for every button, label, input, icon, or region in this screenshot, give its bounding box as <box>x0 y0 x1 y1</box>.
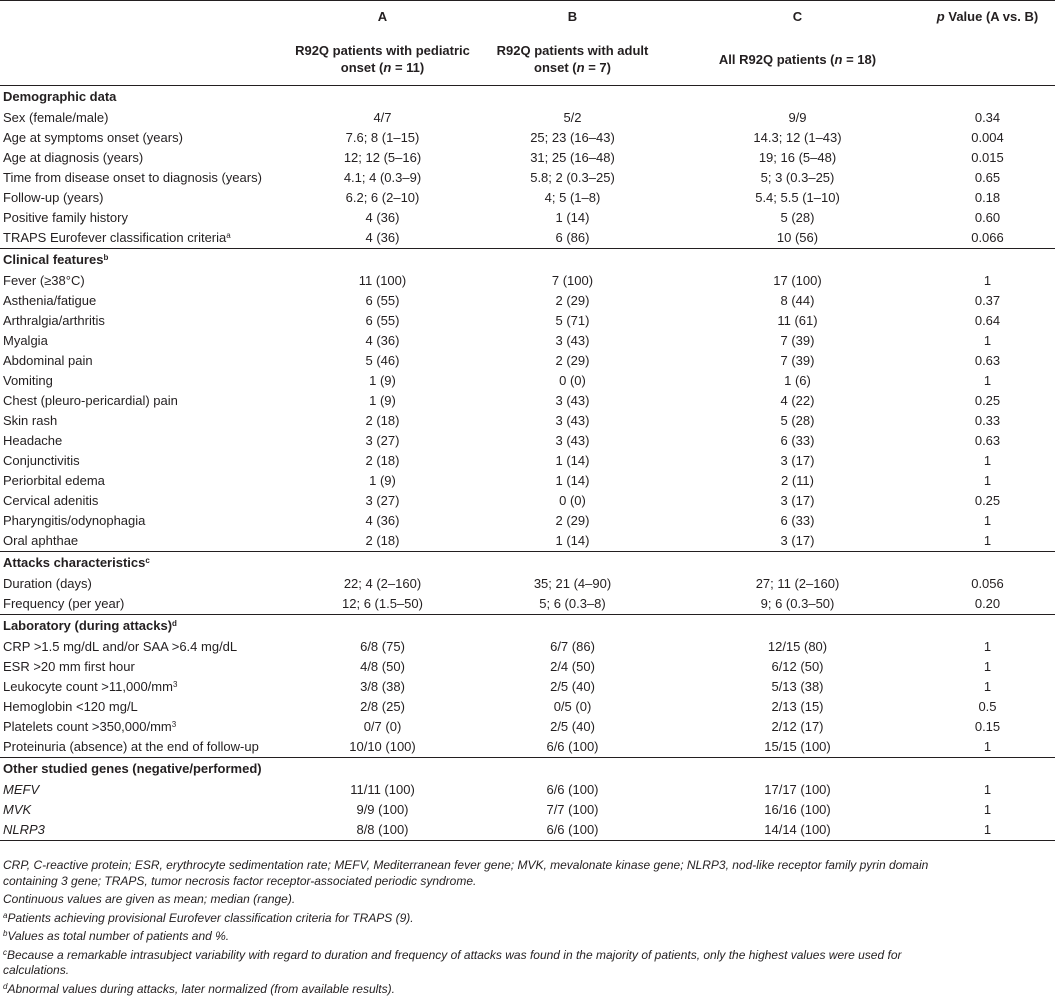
row-label: Pharyngitis/odynophagia <box>3 513 146 528</box>
table-row <box>0 491 1055 511</box>
cell-c: 1 (6) <box>784 373 811 388</box>
section-title <box>0 615 1055 638</box>
cell-b: 2/5 (40) <box>550 719 595 734</box>
cell-a: 2/8 (25) <box>360 699 405 714</box>
cell-b: 5.8; 2 (0.3–25) <box>530 170 615 185</box>
row-label: Duration (days) <box>3 576 92 591</box>
footnote-continuous: Continuous values are given as mean; median (range). <box>3 892 296 906</box>
table-row <box>0 291 1055 311</box>
table-row <box>0 371 1055 391</box>
cell-c: 27; 11 (2–160) <box>755 576 840 591</box>
row-label <box>0 228 295 249</box>
table-row <box>0 228 1055 249</box>
header-row-letters <box>0 1 1055 33</box>
table-row <box>0 431 1055 451</box>
cell-a: 11/11 (100) <box>350 782 415 797</box>
section-title-text: Attacks characteristics <box>3 555 146 570</box>
cell-a: 9/9 (100) <box>356 802 409 817</box>
cell-c: 3 (17) <box>780 493 815 508</box>
cell-p: 1 <box>983 659 992 674</box>
cell-c: 14.3; 12 (1–43) <box>753 130 842 145</box>
footnote-marker: c <box>145 556 150 565</box>
row-label: NLRP3 <box>0 820 295 841</box>
cell-p: 1 <box>983 273 992 288</box>
table-row <box>0 697 1055 717</box>
table-row <box>0 737 1055 758</box>
cell-c: 3 (17) <box>780 533 815 548</box>
table-row <box>0 574 1055 594</box>
row-label-text: Leukocyte count >11,000/mm <box>3 679 173 694</box>
table-row <box>0 391 1055 411</box>
cell-p: 0.25 <box>974 393 1001 408</box>
footnote-abbrev-line2: containing 3 gene; TRAPS, tumor necrosis factor receptor-associated periodic syndrome. <box>3 873 477 888</box>
table-row <box>0 271 1055 291</box>
table-row <box>0 717 1055 737</box>
footnote-text-cont: calculations. <box>3 963 70 977</box>
cell-a: 8/8 (100) <box>295 820 470 841</box>
cell-b: 5; 6 (0.3–8) <box>539 596 606 611</box>
cell-a: 6/8 (75) <box>360 639 405 654</box>
header-group-c-count: = 18) <box>842 51 877 67</box>
table-row <box>0 471 1055 491</box>
cell-p: 0.25 <box>974 493 1001 508</box>
table-row <box>0 531 1055 552</box>
footnote-abbrev-line1: CRP, C-reactive protein; ESR, erythrocyte sedimentation rate; MEFV, Mediterranean fever gene; MVK, mevalonate kinase gene; NLRP3, nod-like receptor family pyrin domain <box>3 858 929 872</box>
cell-b: 6/7 (86) <box>550 639 595 654</box>
cell-b: 5 (71) <box>555 313 590 328</box>
table-row <box>0 780 1055 800</box>
row-label: Proteinuria (absence) at the end of follow-up <box>3 739 259 754</box>
cell-b: 2/5 (40) <box>550 679 595 694</box>
cell-a: 1 (9) <box>369 393 396 408</box>
table-row <box>0 208 1055 228</box>
row-label: Asthenia/fatigue <box>3 293 97 308</box>
cell-b: 31; 25 (16–48) <box>530 150 615 165</box>
section-title-text: Clinical features <box>3 252 104 267</box>
header-col-p-italic: p <box>936 9 945 24</box>
cell-a: 10/10 (100) <box>349 739 416 754</box>
cell-c: 10 (56) <box>776 230 819 245</box>
table-row <box>0 188 1055 208</box>
cell-p: 0.34 <box>974 110 1001 125</box>
cell-c: 9/9 <box>788 110 807 125</box>
cell-b: 6/6 (100) <box>546 739 599 754</box>
cell-c: 2/12 (17) <box>771 719 824 734</box>
cell-a: 11 (100) <box>358 273 407 288</box>
row-label: MVK <box>3 802 32 817</box>
cell-p: 0.63 <box>974 353 1001 368</box>
cell-b: 6/6 (100) <box>470 820 675 841</box>
cell-b: 3 (43) <box>555 393 590 408</box>
cell-p: 0.20 <box>974 596 1001 611</box>
row-label-text: Platelets count >350,000/mm <box>3 719 172 734</box>
cell-c: 2/13 (15) <box>771 699 824 714</box>
superscript: 3 <box>172 680 178 689</box>
cell-c: 6 (33) <box>780 433 815 448</box>
header-group-a <box>295 33 470 86</box>
cell-a: 4 (36) <box>365 333 400 348</box>
cell-c: 5/13 (38) <box>771 679 824 694</box>
cell-c: 3 (17) <box>780 453 815 468</box>
footnote-text: Abnormal values during attacks, later normalized (from available results). <box>7 981 395 996</box>
cell-b: 5/2 <box>563 110 582 125</box>
table-row <box>0 511 1055 531</box>
row-label: Conjunctivitis <box>3 453 80 468</box>
section-title <box>0 552 1055 575</box>
cell-b: 2/4 (50) <box>550 659 595 674</box>
cell-p: 0.15 <box>974 719 1001 734</box>
cell-c: 16/16 (100) <box>764 802 831 817</box>
row-label: Periorbital edema <box>3 473 105 488</box>
row-label <box>0 717 295 737</box>
table-row <box>0 637 1055 657</box>
table-row <box>0 451 1055 471</box>
cell-a: 4 (36) <box>365 230 400 245</box>
header-group-a-n: n <box>383 60 392 75</box>
header-col-b: B <box>567 9 578 24</box>
footnote-text: Patients achieving provisional Eurofever classification criteria for TRAPS (9). <box>7 910 414 925</box>
header-group-a-line2: onset ( <box>340 60 384 75</box>
cell-b: 3 (43) <box>555 333 590 348</box>
footnote-abbreviations <box>3 858 1043 889</box>
cell-a: 12; 6 (1.5–50) <box>342 596 423 611</box>
cell-c: 11 (61) <box>777 313 818 328</box>
row-label: Follow-up (years) <box>3 190 104 205</box>
header-empty <box>0 1 295 33</box>
row-label: Age at diagnosis (years) <box>3 150 144 165</box>
cell-c: 15/15 (100) <box>764 739 831 754</box>
cell-b: 3 (43) <box>555 433 590 448</box>
table-row <box>0 677 1055 697</box>
header-empty-2 <box>0 33 295 86</box>
cell-b: 7/7 (100) <box>546 802 599 817</box>
cell-p: 0.33 <box>974 413 1001 428</box>
footnote-mark: c <box>3 947 7 957</box>
section-title: Demographic data <box>3 89 117 104</box>
section-clinical <box>0 249 1055 272</box>
cell-p: 0.066 <box>971 230 1004 245</box>
cell-b: 1 (14) <box>555 533 590 548</box>
footnote-marker: b <box>103 253 109 262</box>
cell-b: 2 (29) <box>555 293 590 308</box>
cell-b: 0 (0) <box>559 493 586 508</box>
header-group-b-line2: onset ( <box>534 60 577 75</box>
footnote-marker: a <box>226 231 231 240</box>
cell-a: 4 (36) <box>365 210 400 225</box>
section-attacks <box>0 552 1055 575</box>
row-label-text: TRAPS Eurofever classification criteria <box>3 230 227 245</box>
cell-a: 22; 4 (2–160) <box>343 576 422 591</box>
cell-b: 2 (29) <box>555 353 590 368</box>
row-label <box>0 677 295 697</box>
row-label: Skin rash <box>3 413 58 428</box>
table-row <box>0 820 1055 841</box>
cell-a: 2 (18) <box>365 413 400 428</box>
row-label: MEFV <box>3 782 40 797</box>
cell-c: 5 (28) <box>780 413 815 428</box>
cell-p: 0.60 <box>974 210 1001 225</box>
cell-p: 0.004 <box>971 130 1004 145</box>
footnote-text: Because a remarkable intrasubject variability with regard to duration and frequency of attacks was found in the majority of patients, only the highest values were used for <box>7 947 902 962</box>
cell-a: 4/8 (50) <box>360 659 405 674</box>
row-label: Time from disease onset to diagnosis (years) <box>3 170 262 185</box>
cell-a: 4.1; 4 (0.3–9) <box>343 170 422 185</box>
header-col-p-rest: Value (A vs. B) <box>944 9 1039 24</box>
cell-b: 0/5 (0) <box>553 699 592 714</box>
cell-a: 1 (9) <box>369 373 396 388</box>
section-laboratory <box>0 615 1055 638</box>
header-empty-p <box>920 33 1055 86</box>
cell-b: 0 (0) <box>559 373 586 388</box>
row-label: Age at symptoms onset (years) <box>3 130 183 145</box>
table-row <box>0 168 1055 188</box>
cell-c: 12/15 (80) <box>767 639 828 654</box>
table-row <box>0 128 1055 148</box>
header-group-b-line1: R92Q patients with adult <box>496 43 649 58</box>
row-label: CRP >1.5 mg/dL and/or SAA >6.4 mg/dL <box>3 639 238 654</box>
cell-a: 5 (46) <box>365 353 400 368</box>
header-group-b <box>470 33 675 86</box>
cell-a: 3 (27) <box>365 433 400 448</box>
cell-c: 8 (44) <box>780 293 815 308</box>
cell-p: 1 <box>983 333 992 348</box>
cell-p: 1 <box>983 639 992 654</box>
footnote-mark: b <box>3 929 8 938</box>
table-row <box>0 657 1055 677</box>
row-label: Chest (pleuro-pericardial) pain <box>3 393 178 408</box>
section-title <box>0 249 1055 272</box>
row-label: Frequency (per year) <box>3 596 125 611</box>
cell-p: 0.056 <box>971 576 1004 591</box>
table-row <box>0 311 1055 331</box>
row-label: Positive family history <box>3 210 128 225</box>
row-label: Abdominal pain <box>3 353 93 368</box>
cell-c: 5.4; 5.5 (1–10) <box>755 190 840 205</box>
header-group-c <box>675 33 920 86</box>
footnote-text: Values as total number of patients and %. <box>7 929 230 943</box>
cell-p: 1 <box>983 679 992 694</box>
cell-a: 3/8 (38) <box>360 679 405 694</box>
cell-c: 17/17 (100) <box>764 782 831 797</box>
cell-a: 0/7 (0) <box>363 719 402 734</box>
cell-a: 1 (9) <box>369 473 396 488</box>
cell-c: 9; 6 (0.3–50) <box>760 596 835 611</box>
header-row-groups <box>0 33 1055 86</box>
header-group-c-n: n <box>834 51 843 67</box>
cell-a: 6.2; 6 (2–10) <box>345 190 420 205</box>
cell-c: 5 (28) <box>780 210 815 225</box>
footnote-a <box>3 911 1043 927</box>
cell-b: 1 (14) <box>555 210 590 225</box>
cell-b: 7 (100) <box>551 273 594 288</box>
table-row <box>0 594 1055 615</box>
cell-b: 4; 5 (1–8) <box>544 190 601 205</box>
row-label: Fever (≥38°C) <box>3 273 85 288</box>
header-group-a-count: = 11) <box>391 60 425 75</box>
cell-a: 2 (18) <box>365 453 400 468</box>
cell-a: 6 (55) <box>365 313 400 328</box>
cell-p: 0.64 <box>974 313 1001 328</box>
header-col-p <box>920 1 1055 33</box>
cell-c: 6/12 (50) <box>771 659 824 674</box>
section-demographic <box>0 86 1055 109</box>
cell-a: 3 (27) <box>365 493 400 508</box>
table-row <box>0 411 1055 431</box>
table-row <box>0 148 1055 168</box>
section-title-text: Laboratory (during attacks) <box>3 618 173 633</box>
cell-c: 5; 3 (0.3–25) <box>760 170 835 185</box>
table-row <box>0 351 1055 371</box>
cell-a: 6 (55) <box>365 293 400 308</box>
header-group-b-count: = 7) <box>584 60 611 75</box>
cell-c: 6 (33) <box>780 513 815 528</box>
cell-p: 1 <box>983 533 992 548</box>
cell-p: 1 <box>983 453 992 468</box>
cell-b: 6 (86) <box>555 230 590 245</box>
cell-p: 1 <box>983 513 992 528</box>
cell-c: 4 (22) <box>780 393 815 408</box>
cell-c: 7 (39) <box>780 353 815 368</box>
table-row <box>0 331 1055 351</box>
header-group-c-line1: All R92Q patients ( <box>718 51 835 67</box>
section-title: Other studied genes (negative/performed) <box>0 758 1055 781</box>
table-row <box>0 800 1055 820</box>
cell-c: 2 (11) <box>781 473 814 488</box>
header-group-a-line1: R92Q patients with pediatric <box>295 43 470 58</box>
cell-p: 0.65 <box>974 170 1001 185</box>
table-row <box>0 108 1055 128</box>
footnote-mark: d <box>3 981 8 991</box>
cell-c: 19; 16 (5–48) <box>758 150 837 165</box>
header-group-b-n: n <box>576 60 585 75</box>
row-label: Sex (female/male) <box>3 110 109 125</box>
row-label: Headache <box>3 433 63 448</box>
cell-p: 1 <box>983 739 992 754</box>
cell-b: 1 (14) <box>555 453 590 468</box>
cell-b: 25; 23 (16–43) <box>530 130 615 145</box>
cell-p: 1 <box>983 373 992 388</box>
section-genes <box>0 758 1055 781</box>
cell-p: 1 <box>983 802 992 817</box>
cell-p: 0.37 <box>974 293 1001 308</box>
row-label: Vomiting <box>3 373 53 388</box>
cell-b: 35; 21 (4–90) <box>533 576 612 591</box>
cell-p: 0.63 <box>974 433 1001 448</box>
cell-b: 3 (43) <box>555 413 590 428</box>
cell-p: 1 <box>920 820 1055 841</box>
footnote-c <box>3 948 1043 979</box>
cell-b: 6/6 (100) <box>546 782 599 797</box>
table-footnotes <box>3 858 1043 1000</box>
cell-p: 0.5 <box>978 699 997 714</box>
cell-a: 4 (36) <box>365 513 400 528</box>
cell-c: 14/14 (100) <box>675 820 920 841</box>
cell-p: 1 <box>983 782 992 797</box>
cell-a: 4/7 <box>373 110 392 125</box>
cell-b: 1 (14) <box>555 473 590 488</box>
row-label: ESR >20 mm first hour <box>3 659 135 674</box>
footnote-d <box>3 982 1043 998</box>
row-label: Oral aphthae <box>3 533 79 548</box>
footnote-mark: a <box>3 910 8 920</box>
cell-p: 0.18 <box>974 190 1001 205</box>
cell-p: 0.015 <box>971 150 1004 165</box>
cell-p: 1 <box>983 473 992 488</box>
superscript: 3 <box>171 720 177 729</box>
row-label: Cervical adenitis <box>3 493 99 508</box>
row-label: Hemoglobin <120 mg/L <box>3 699 138 714</box>
cell-b: 2 (29) <box>555 513 590 528</box>
header-col-a: A <box>377 9 388 24</box>
row-label: Myalgia <box>3 333 48 348</box>
header-col-c: C <box>792 9 803 24</box>
cell-a: 7.6; 8 (1–15) <box>345 130 420 145</box>
row-label: Arthralgia/arthritis <box>3 313 105 328</box>
cell-c: 7 (39) <box>780 333 815 348</box>
cell-c: 17 (100) <box>773 273 822 288</box>
cell-a: 12; 12 (5–16) <box>343 150 422 165</box>
footnote-b <box>3 929 1043 945</box>
footnote-marker: d <box>172 619 177 628</box>
cell-a: 2 (18) <box>365 533 400 548</box>
